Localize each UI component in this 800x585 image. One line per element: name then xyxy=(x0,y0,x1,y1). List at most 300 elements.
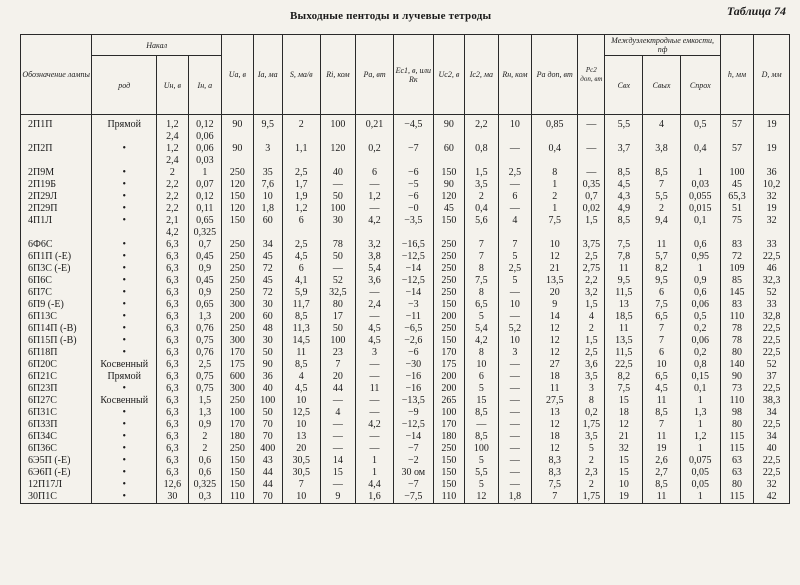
cell-s: 6 xyxy=(282,263,320,275)
cell-cvyx: 7 xyxy=(643,335,681,347)
table-row xyxy=(21,155,790,167)
cell-uc2: 110 xyxy=(433,491,464,504)
cell-ec1: −7,5 xyxy=(393,491,433,504)
cell-pa: 3,2 xyxy=(356,239,394,251)
cell-in: 0,07 xyxy=(188,179,222,191)
cell-ia: 50 xyxy=(253,407,282,419)
cell-cvyx: 8,5 xyxy=(643,407,681,419)
cell-ua: 90 xyxy=(222,115,253,132)
cell-in: 0,75 xyxy=(188,383,222,395)
cell-ec1: −6 xyxy=(393,347,433,359)
cell-d: 22,5 xyxy=(754,323,790,335)
cell-uc2: 180 xyxy=(433,431,464,443)
cell-ic2: 6,5 xyxy=(465,299,499,311)
cell-ec1: −3 xyxy=(393,299,433,311)
cell-uc2: 170 xyxy=(433,347,464,359)
cell-s: 14,5 xyxy=(282,335,320,347)
cell-ua: 150 xyxy=(222,479,253,491)
cell-cprox: 0,05 xyxy=(680,479,720,491)
cell-ic2: 7 xyxy=(465,251,499,263)
cell-s xyxy=(282,131,320,143)
cell-ri: 32,5 xyxy=(320,287,356,299)
cell-ec1: −9 xyxy=(393,407,433,419)
cell-uc2: 250 xyxy=(433,443,464,455)
cell-s: 1,7 xyxy=(282,179,320,191)
cell-kind: • xyxy=(92,191,157,203)
cell-ua: 150 xyxy=(222,455,253,467)
cell-ic2: 5 xyxy=(465,311,499,323)
cell-ia: 70 xyxy=(253,491,282,504)
table-row xyxy=(21,335,790,347)
cell-ia: 43 xyxy=(253,455,282,467)
cell-kind: • xyxy=(92,347,157,359)
cell-cprox: 0,8 xyxy=(680,359,720,371)
cell-name: 12П17Л xyxy=(21,479,92,491)
cell-ic2: 5 xyxy=(465,455,499,467)
cell-ri: — xyxy=(320,395,356,407)
cell-padop: 7 xyxy=(532,491,578,504)
cell-un: 6,3 xyxy=(157,383,188,395)
cell-ec1: −6 xyxy=(393,167,433,179)
cell-s: 4,1 xyxy=(282,275,320,287)
cell-name: 6П1П (-Е) xyxy=(21,251,92,263)
cell-kind: • xyxy=(92,419,157,431)
cell-ia: 44 xyxy=(253,467,282,479)
cell-un: 12,6 xyxy=(157,479,188,491)
table-row xyxy=(21,419,790,431)
cell-d: 22,5 xyxy=(754,419,790,431)
cell-ua: 250 xyxy=(222,251,253,263)
cell-padop: 0,85 xyxy=(532,115,578,132)
cell-ia: 45 xyxy=(253,251,282,263)
cell-pa: 3,8 xyxy=(356,251,394,263)
cell-ua: 120 xyxy=(222,179,253,191)
cell-padop: 7,5 xyxy=(532,215,578,227)
cell-ua: 150 xyxy=(222,467,253,479)
cell-uc2: 150 xyxy=(433,335,464,347)
cell-un: 6,3 xyxy=(157,467,188,479)
cell-name xyxy=(21,155,92,167)
cell-cvyx: 6 xyxy=(643,347,681,359)
cell-in: 1,5 xyxy=(188,395,222,407)
cell-ri: 100 xyxy=(320,203,356,215)
cell-cprox: 0,5 xyxy=(680,115,720,132)
cell-h: 100 xyxy=(720,167,754,179)
cell-padop: 13 xyxy=(532,407,578,419)
cell-ec1: −16,5 xyxy=(393,239,433,251)
cell-cprox: 1 xyxy=(680,419,720,431)
cell-ec1: −7 xyxy=(393,143,433,155)
cell-in: 0,6 xyxy=(188,467,222,479)
cell-uc2: 265 xyxy=(433,395,464,407)
cell-ia: 45 xyxy=(253,275,282,287)
cell-kind: • xyxy=(92,431,157,443)
cell-un: 1,2 xyxy=(157,115,188,132)
cell-kind: • xyxy=(92,443,157,455)
cell-pc2: 3,6 xyxy=(578,359,605,371)
cell-name: 6П33П xyxy=(21,419,92,431)
header-ua: Ua, в xyxy=(222,35,253,115)
cell-ri: 30 xyxy=(320,215,356,227)
cell-kind: Косвенный xyxy=(92,359,157,371)
cell-uc2: 150 xyxy=(433,479,464,491)
cell-padop: 8,3 xyxy=(532,455,578,467)
cell-cprox xyxy=(680,155,720,167)
cell-ec1: −16 xyxy=(393,371,433,383)
table-row xyxy=(21,251,790,263)
cell-ri: 40 xyxy=(320,167,356,179)
table-row xyxy=(21,443,790,455)
cell-pc2: — xyxy=(578,167,605,179)
cell-rn: 4 xyxy=(498,215,532,227)
cell-pc2: 4 xyxy=(578,311,605,323)
cell-ec1: 30 ом xyxy=(393,467,433,479)
cell-cvyx: 9,4 xyxy=(643,215,681,227)
cell-ri: 7 xyxy=(320,359,356,371)
cell-ia: 400 xyxy=(253,443,282,455)
cell-in: 0,325 xyxy=(188,227,222,239)
cell-in: 0,9 xyxy=(188,287,222,299)
cell-cvyx: 2,7 xyxy=(643,467,681,479)
cell-kind: • xyxy=(92,179,157,191)
cell-un: 30 xyxy=(157,491,188,504)
cell-cprox: 0,06 xyxy=(680,335,720,347)
cell-s: 4,5 xyxy=(282,383,320,395)
cell-rn: — xyxy=(498,467,532,479)
cell-ec1 xyxy=(393,227,433,239)
cell-cvyx: 2 xyxy=(643,203,681,215)
cell-h: 83 xyxy=(720,239,754,251)
table-row xyxy=(21,215,790,227)
cell-d: 40 xyxy=(754,443,790,455)
cell-s: 20 xyxy=(282,443,320,455)
cell-cprox: 0,2 xyxy=(680,347,720,359)
cell-d: 34 xyxy=(754,431,790,443)
cell-ic2: 5 xyxy=(465,479,499,491)
cell-ec1: −14 xyxy=(393,287,433,299)
cell-rn: — xyxy=(498,359,532,371)
cell-h: 85 xyxy=(720,275,754,287)
header-padop: Pa доп, вт xyxy=(532,35,578,115)
cell-uc2 xyxy=(433,227,464,239)
cell-kind: • xyxy=(92,239,157,251)
cell-cvyx: 7,5 xyxy=(643,299,681,311)
cell-cvx xyxy=(605,155,643,167)
cell-cvx: 9,5 xyxy=(605,275,643,287)
cell-h: 90 xyxy=(720,371,754,383)
cell-s: 11,3 xyxy=(282,323,320,335)
cell-rn: — xyxy=(498,431,532,443)
cell-pc2: 0,02 xyxy=(578,203,605,215)
cell-kind: • xyxy=(92,203,157,215)
cell-cvyx xyxy=(643,131,681,143)
cell-ic2: 100 xyxy=(465,443,499,455)
cell-ec1: −14 xyxy=(393,263,433,275)
cell-ri: 50 xyxy=(320,323,356,335)
cell-rn: 3 xyxy=(498,347,532,359)
cell-un: 6,3 xyxy=(157,455,188,467)
cell-ua xyxy=(222,131,253,143)
table-row xyxy=(21,131,790,143)
cell-s: 1,1 xyxy=(282,143,320,155)
cell-pa: — xyxy=(356,371,394,383)
cell-pa xyxy=(356,227,394,239)
cell-ua: 250 xyxy=(222,275,253,287)
cell-padop: 12 xyxy=(532,323,578,335)
cell-cvyx: 11 xyxy=(643,491,681,504)
cell-in: 0,75 xyxy=(188,371,222,383)
cell-s: 8,5 xyxy=(282,359,320,371)
cell-cvyx: 5,7 xyxy=(643,251,681,263)
cell-name: 6П18П xyxy=(21,347,92,359)
table-row xyxy=(21,491,790,504)
cell-cvx: 5,5 xyxy=(605,115,643,132)
cell-in: 0,06 xyxy=(188,131,222,143)
cell-pc2: 2,75 xyxy=(578,263,605,275)
cell-padop: 27 xyxy=(532,359,578,371)
cell-ia: 100 xyxy=(253,395,282,407)
cell-kind: • xyxy=(92,479,157,491)
cell-padop: 18 xyxy=(532,431,578,443)
cell-padop: 12 xyxy=(532,335,578,347)
cell-rn: 10 xyxy=(498,299,532,311)
cell-s: 10 xyxy=(282,419,320,431)
table-row xyxy=(21,347,790,359)
cell-name: 6П15П (-В) xyxy=(21,335,92,347)
cell-un: 6,3 xyxy=(157,239,188,251)
table-row xyxy=(21,299,790,311)
cell-pa: 4,2 xyxy=(356,419,394,431)
cell-ia: 50 xyxy=(253,347,282,359)
cell-uc2: 150 xyxy=(433,467,464,479)
cell-uc2: 250 xyxy=(433,275,464,287)
cell-cprox: 1 xyxy=(680,167,720,179)
cell-uc2: 150 xyxy=(433,215,464,227)
cell-rn: — xyxy=(498,311,532,323)
cell-pa: — xyxy=(356,443,394,455)
cell-uc2: 250 xyxy=(433,323,464,335)
cell-name: 30П1С xyxy=(21,491,92,504)
header-in: Iн, а xyxy=(188,56,222,115)
table-number: Таблица 74 xyxy=(726,4,786,18)
cell-padop: 18 xyxy=(532,371,578,383)
header-cvx: Cвх xyxy=(605,56,643,115)
cell-cprox: 0,06 xyxy=(680,299,720,311)
cell-kind: Прямой xyxy=(92,115,157,132)
cell-kind: • xyxy=(92,275,157,287)
cell-rn: 5 xyxy=(498,251,532,263)
cell-cprox: 0,15 xyxy=(680,371,720,383)
cell-rn: 2,5 xyxy=(498,167,532,179)
cell-ic2: 2 xyxy=(465,191,499,203)
cell-name: 6Э6П (-Е) xyxy=(21,467,92,479)
cell-rn: — xyxy=(498,143,532,155)
cell-rn: — xyxy=(498,455,532,467)
cell-d: 33 xyxy=(754,299,790,311)
header-ic2: Ic2, ма xyxy=(465,35,499,115)
cell-pc2 xyxy=(578,155,605,167)
cell-cvyx: 4 xyxy=(643,115,681,132)
cell-ec1: −2 xyxy=(393,455,433,467)
header-pa: Pa, вт xyxy=(356,35,394,115)
cell-ri: — xyxy=(320,419,356,431)
cell-h xyxy=(720,227,754,239)
cell-cprox: 0,5 xyxy=(680,311,720,323)
cell-ua: 110 xyxy=(222,491,253,504)
cell-ua: 300 xyxy=(222,299,253,311)
cell-h: 115 xyxy=(720,443,754,455)
cell-rn: — xyxy=(498,371,532,383)
cell-h: 78 xyxy=(720,335,754,347)
cell-uc2: 90 xyxy=(433,179,464,191)
cell-pa: 1,6 xyxy=(356,491,394,504)
cell-d: 33 xyxy=(754,239,790,251)
header-ec1: Ec1, в, или Rк xyxy=(393,35,433,115)
cell-name: 2П2П xyxy=(21,143,92,155)
cell-kind: • xyxy=(92,491,157,504)
cell-ec1 xyxy=(393,155,433,167)
cell-in: 0,12 xyxy=(188,115,222,132)
cell-ec1: −4,5 xyxy=(393,115,433,132)
cell-rn: — xyxy=(498,287,532,299)
cell-d: 32,8 xyxy=(754,311,790,323)
header-ri: Ri, ком xyxy=(320,35,356,115)
cell-ua: 250 xyxy=(222,239,253,251)
cell-ec1: −7 xyxy=(393,443,433,455)
cell-s: 2 xyxy=(282,115,320,132)
cell-kind: • xyxy=(92,467,157,479)
cell-uc2: 45 xyxy=(433,203,464,215)
cell-d: 19 xyxy=(754,203,790,215)
cell-rn: 5 xyxy=(498,275,532,287)
cell-s: 30,5 xyxy=(282,455,320,467)
cell-ua: 170 xyxy=(222,419,253,431)
cell-uc2: 150 xyxy=(433,299,464,311)
cell-cvx: 18 xyxy=(605,407,643,419)
cell-padop xyxy=(532,227,578,239)
cell-cprox: 0,075 xyxy=(680,455,720,467)
cell-un: 2,2 xyxy=(157,203,188,215)
cell-name: 2П29Л xyxy=(21,191,92,203)
cell-ri: 52 xyxy=(320,275,356,287)
cell-h: 63 xyxy=(720,467,754,479)
cell-kind: • xyxy=(92,311,157,323)
cell-kind: • xyxy=(92,143,157,155)
cell-name: 6П9 (-Е) xyxy=(21,299,92,311)
cell-kind: • xyxy=(92,287,157,299)
cell-uc2: 250 xyxy=(433,263,464,275)
cell-cprox: 0,95 xyxy=(680,251,720,263)
cell-pa xyxy=(356,131,394,143)
table-row xyxy=(21,407,790,419)
cell-s: 4 xyxy=(282,371,320,383)
cell-padop: 7,5 xyxy=(532,479,578,491)
cell-ec1: −2,6 xyxy=(393,335,433,347)
table-row xyxy=(21,263,790,275)
cell-in: 2,5 xyxy=(188,359,222,371)
cell-rn: — xyxy=(498,203,532,215)
cell-cvx: 3,7 xyxy=(605,143,643,155)
cell-ri: 50 xyxy=(320,191,356,203)
cell-ia: 90 xyxy=(253,359,282,371)
cell-ri: 80 xyxy=(320,299,356,311)
cell-ri: 120 xyxy=(320,143,356,155)
cell-cprox: 1,3 xyxy=(680,407,720,419)
cell-cprox: 0,05 xyxy=(680,467,720,479)
cell-rn: — xyxy=(498,395,532,407)
cell-pa: 1 xyxy=(356,455,394,467)
cell-cvx xyxy=(605,131,643,143)
cell-un: 6,3 xyxy=(157,263,188,275)
cell-name: 4П1Л xyxy=(21,215,92,227)
cell-ua: 150 xyxy=(222,191,253,203)
table-row xyxy=(21,191,790,203)
cell-h: 78 xyxy=(720,323,754,335)
cell-padop: 8 xyxy=(532,167,578,179)
cell-in: 1,3 xyxy=(188,407,222,419)
cell-rn: 1,8 xyxy=(498,491,532,504)
cell-cvx: 15 xyxy=(605,467,643,479)
cell-un: 2,4 xyxy=(157,155,188,167)
cell-kind xyxy=(92,155,157,167)
cell-h: 57 xyxy=(720,115,754,132)
cell-rn: 5,2 xyxy=(498,323,532,335)
cell-pa: 0,2 xyxy=(356,143,394,155)
table-row xyxy=(21,359,790,371)
cell-cvx: 13 xyxy=(605,299,643,311)
header-d: D, мм xyxy=(754,35,790,115)
cell-cprox xyxy=(680,131,720,143)
cell-name xyxy=(21,227,92,239)
cell-kind: • xyxy=(92,167,157,179)
table-row xyxy=(21,311,790,323)
table-row xyxy=(21,431,790,443)
cell-cvyx: 8,5 xyxy=(643,479,681,491)
cell-padop: 14 xyxy=(532,311,578,323)
cell-in: 0,06 xyxy=(188,143,222,155)
cell-d: 10,2 xyxy=(754,179,790,191)
cell-cvyx: 7 xyxy=(643,323,681,335)
cell-ic2 xyxy=(465,131,499,143)
cell-s: 11 xyxy=(282,347,320,359)
cell-cvx: 8,2 xyxy=(605,371,643,383)
cell-rn: 6 xyxy=(498,191,532,203)
cell-pa: 3 xyxy=(356,347,394,359)
cell-padop: 0,4 xyxy=(532,143,578,155)
cell-un: 4,2 xyxy=(157,227,188,239)
cell-h: 80 xyxy=(720,419,754,431)
cell-cvyx: 11 xyxy=(643,395,681,407)
cell-ri: — xyxy=(320,263,356,275)
cell-s xyxy=(282,155,320,167)
table-row xyxy=(21,395,790,407)
cell-d: 32 xyxy=(754,215,790,227)
table-row xyxy=(21,179,790,191)
table-row xyxy=(21,167,790,179)
cell-d: 42 xyxy=(754,491,790,504)
cell-d xyxy=(754,131,790,143)
cell-in: 2 xyxy=(188,431,222,443)
cell-ic2: 8 xyxy=(465,347,499,359)
cell-h: 57 xyxy=(720,143,754,155)
cell-d: 52 xyxy=(754,287,790,299)
cell-rn: 2,5 xyxy=(498,263,532,275)
cell-rn: — xyxy=(498,179,532,191)
cell-h: 110 xyxy=(720,395,754,407)
cell-ua: 100 xyxy=(222,407,253,419)
cell-cvx: 4,9 xyxy=(605,203,643,215)
table-row xyxy=(21,383,790,395)
